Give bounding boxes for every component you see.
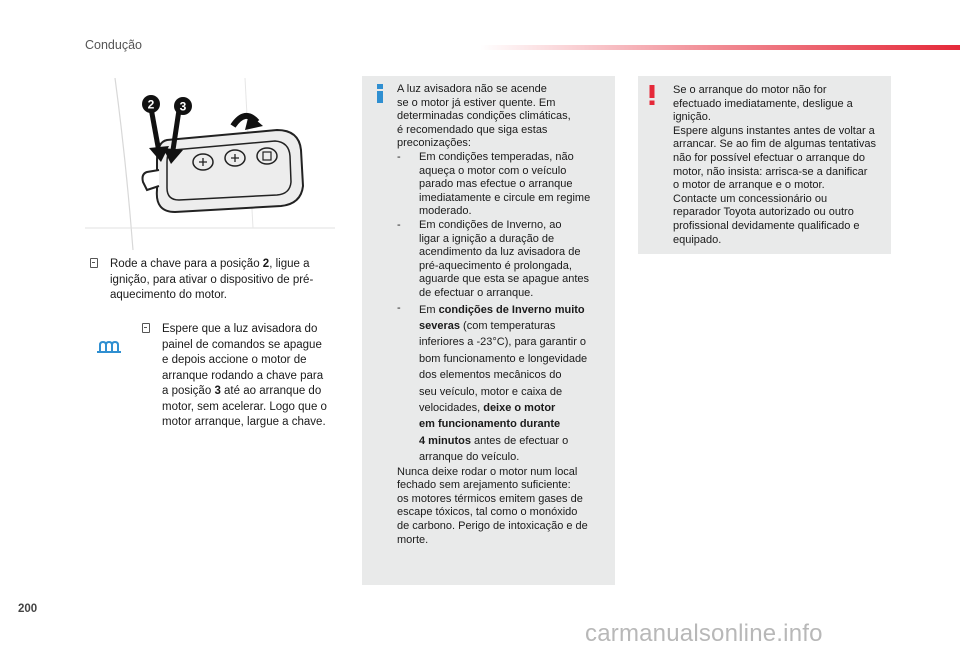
step-2-line: arranque rodando a chave para — [162, 369, 324, 382]
warning-line: arrancar. Se ao fim de algumas tentativas — [673, 138, 876, 151]
step-1-line: aquecimento do motor. — [110, 289, 227, 301]
ignition-key-illustration — [85, 78, 335, 250]
info-closing-line: fechado sem arejamento suficiente: — [397, 479, 571, 492]
info-closing-line: escape tóxicos, tal como o monóxido — [397, 506, 578, 519]
warning-line: Contacte um concessionário ou — [673, 192, 828, 205]
page-number: 200 — [18, 603, 38, 615]
step-2-line: motor, sem acelerar. Logo que o — [162, 400, 327, 413]
key-fob — [143, 130, 304, 212]
step-2-line: a posição 3 até ao arranque do — [162, 385, 322, 397]
info-list-item-severe: - Em condições de Inverno muito severas (com temperaturas inferiores a -23°C), para garantir o bom funcionamento e longevidade dos elementos mecânicos do seu veículo, motor e caixa de velocidades, deixe o motor em funcionamento durante 4 minutos antes de efectuar o arranque do veículo. — [397, 301, 588, 464]
warning-line: ignição. — [673, 111, 711, 124]
info-intro-line: é recomendado que siga estas — [397, 123, 548, 136]
info-intro-line: se o motor já estiver quente. Em — [397, 96, 556, 109]
info-closing-line: morte. — [397, 533, 429, 546]
info-list-item: - Em condições temperadas, não aqueça o motor com o veículo parado mas efectue o arranque imediatamente e circule em regime moderado. — [397, 150, 591, 218]
bullet-checkbox-icon — [142, 323, 150, 333]
warning-line: equipado. — [673, 233, 722, 246]
exclamation-icon — [649, 85, 655, 105]
watermark: carmanualsonline.info — [585, 620, 823, 647]
info-closing-line: os motores térmicos emitem gases de — [397, 492, 583, 505]
info-list-item: - Em condições de Inverno, ao ligar a ignição a duração de acendimento da luz avisadora de pré-aquecimento é prolongada, aguarde que esta se apague antes de efectuar o arranque. — [397, 218, 590, 299]
info-note-box — [362, 76, 615, 585]
info-closing-line: de carbono. Perigo de intoxicação e de — [397, 519, 588, 532]
info-closing-line: Nunca deixe rodar o motor num local — [397, 465, 578, 478]
warning-line: reparador Toyota autorizado ou outro — [673, 206, 854, 219]
warning-line: Espere alguns instantes antes de voltar a — [673, 124, 875, 137]
warning-line: o motor de arranque e o motor. — [673, 179, 825, 192]
figure-label-3: 3 — [179, 99, 187, 114]
info-intro-line: determinadas condições climáticas, — [397, 110, 571, 123]
header-accent-bar — [480, 45, 960, 50]
step-2-line: Espere que a luz avisadora do — [162, 323, 318, 335]
preheat-coil-icon — [95, 340, 123, 356]
page-section-title: Condução — [85, 38, 142, 52]
warning-line: profissional devidamente qualificado e — [673, 219, 860, 232]
info-intro-line: A luz avisadora não se acende — [397, 83, 547, 95]
bullet-checkbox-icon — [90, 258, 98, 268]
warning-line: efectuado imediatamente, desligue a — [673, 97, 853, 110]
step-2-line: painel de comandos se apague — [162, 338, 322, 351]
step-2-line: e depois accione o motor de — [162, 354, 307, 366]
step-1-line: Rode a chave para a posição 2, ligue a — [110, 258, 310, 270]
warning-line: não for possível efectuar o arranque do — [673, 151, 866, 164]
warning-line: motor, não insista: arrisca-se a danificar — [673, 165, 868, 178]
info-icon — [375, 83, 385, 103]
info-intro-line: preconizações: — [397, 137, 471, 150]
warning-line: Se o arranque do motor não for — [673, 84, 827, 96]
warning-note-box — [638, 76, 891, 254]
figure-label-2: 2 — [147, 97, 155, 112]
step-2-line: motor arranque, largue a chave. — [162, 416, 326, 428]
step-1-line: ignição, para ativar o dispositivo de pré- — [110, 273, 314, 286]
